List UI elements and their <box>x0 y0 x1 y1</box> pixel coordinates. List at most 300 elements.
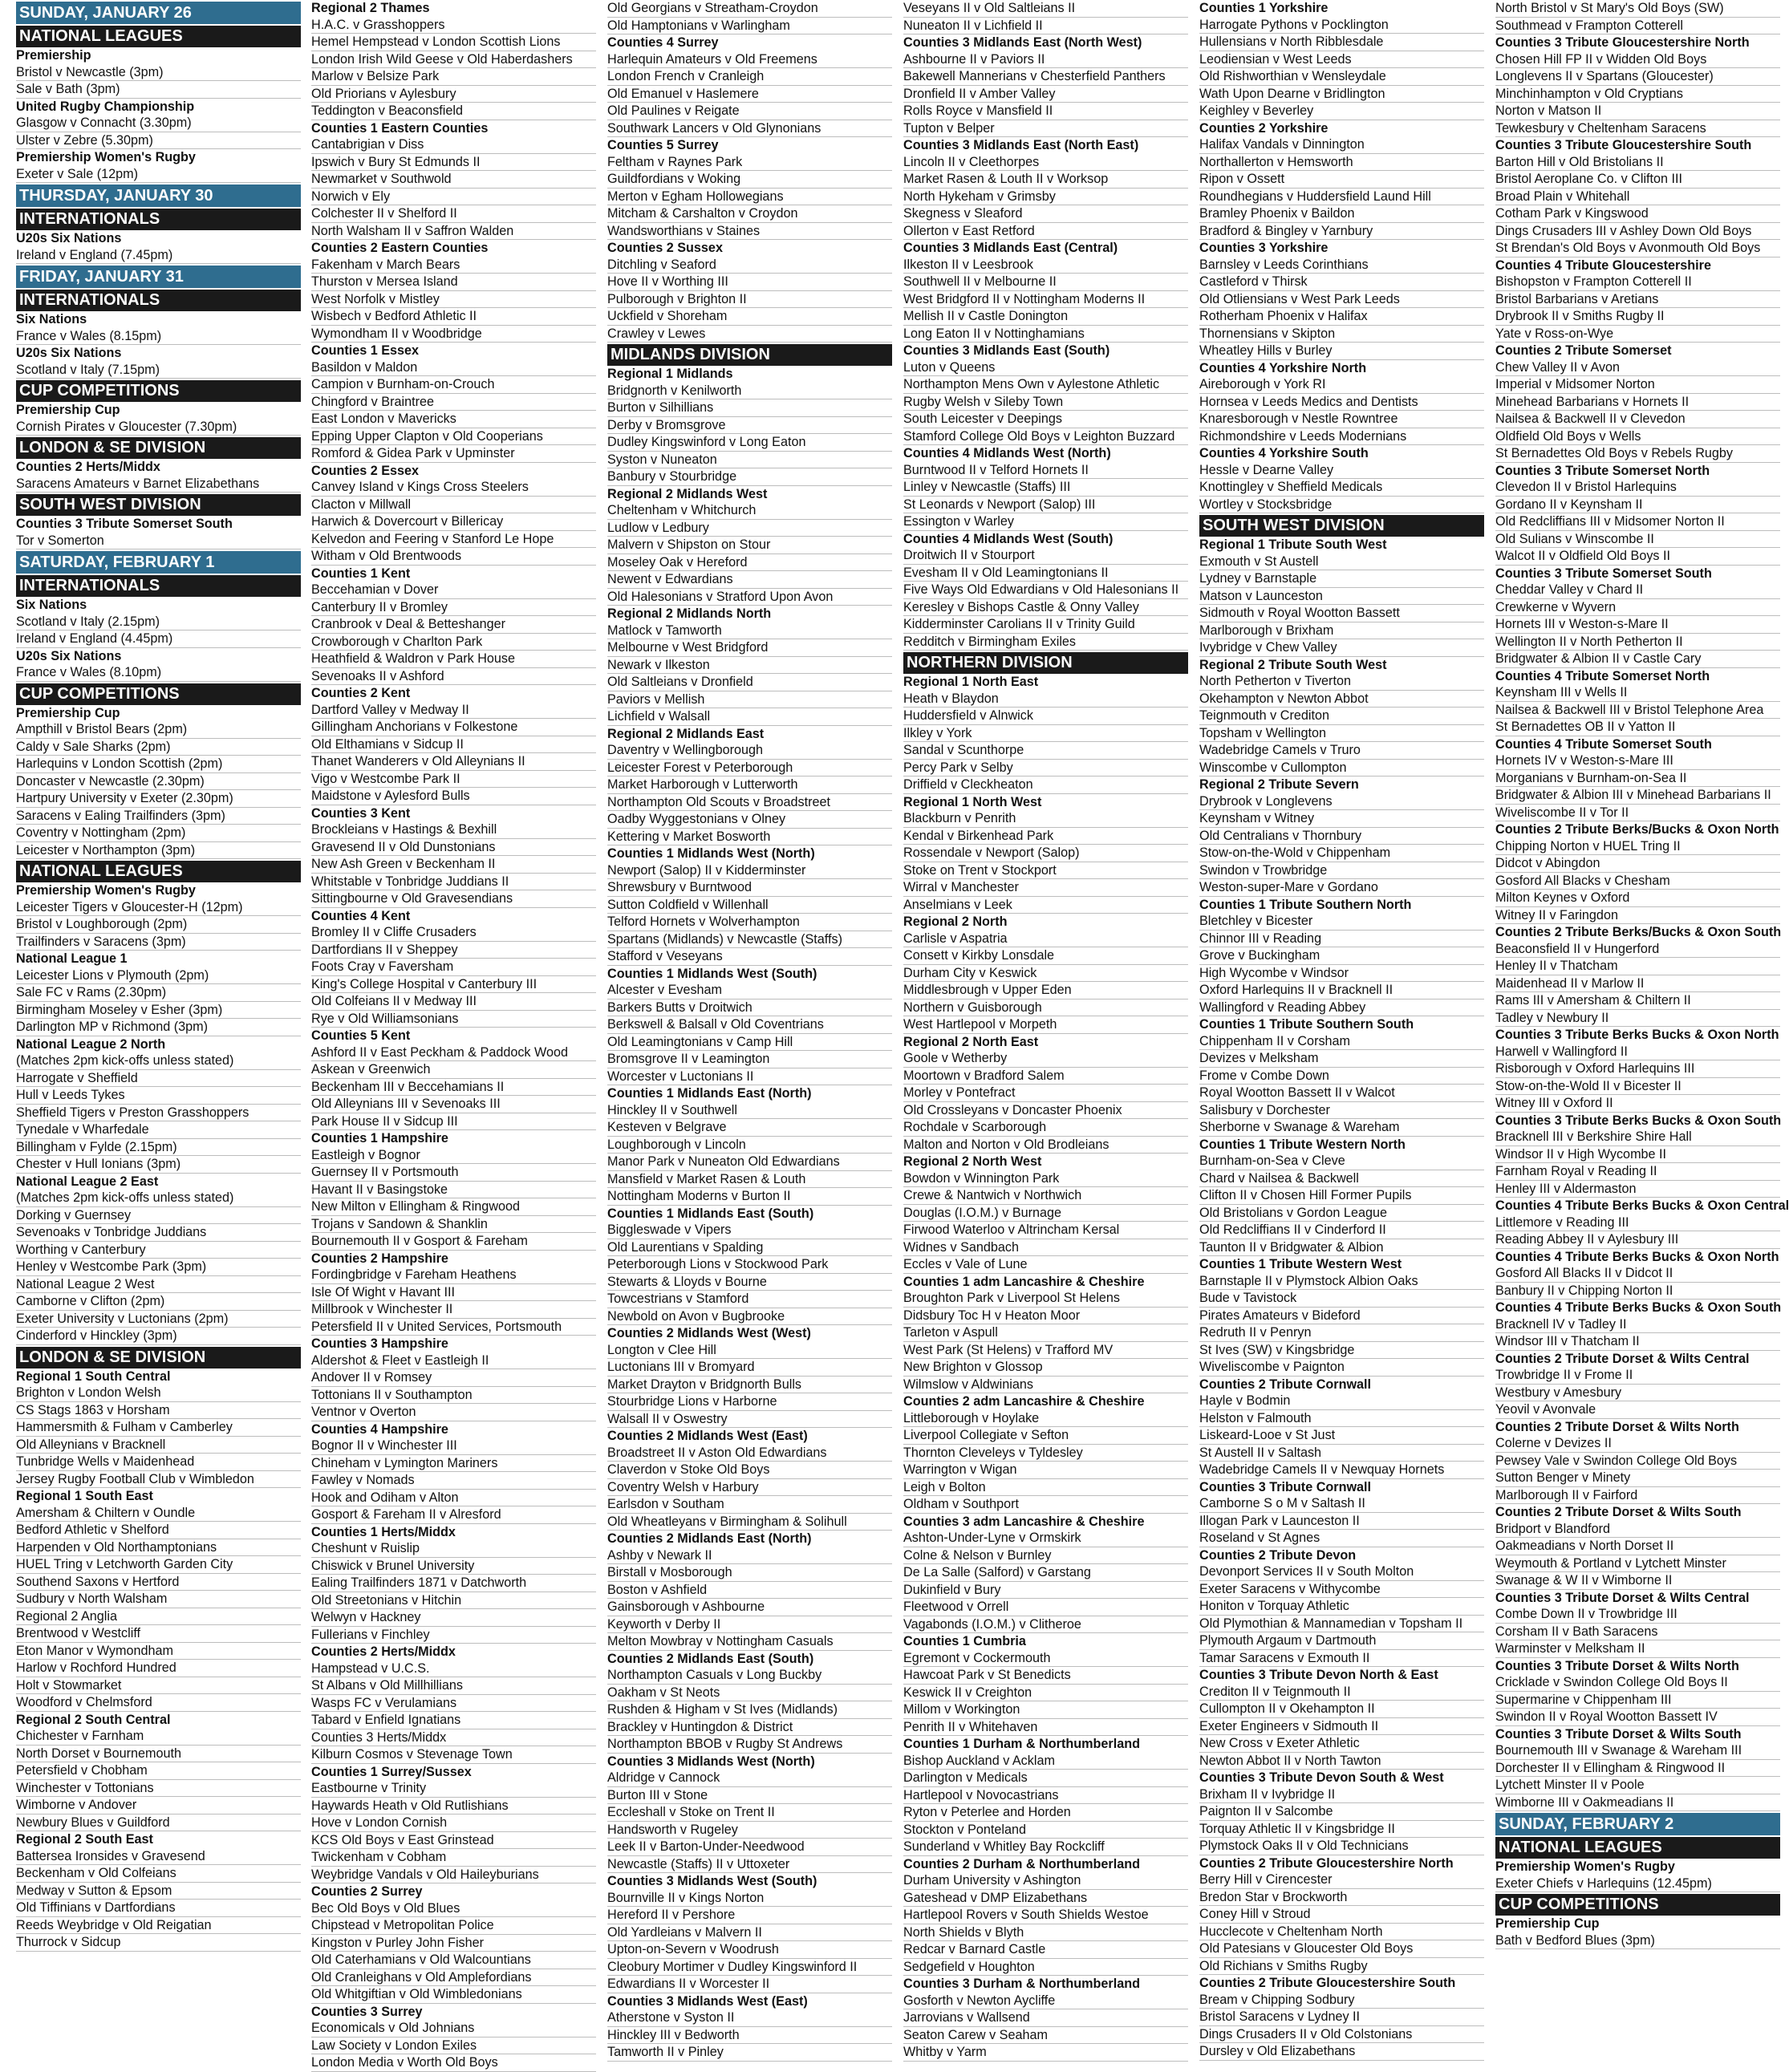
fixture-row: Leicester v Northampton (3pm) <box>16 842 301 860</box>
fixture-row: KCS Old Boys v East Grinstead <box>311 1832 596 1850</box>
fixture-row: Beaconsfield II v Hungerford <box>1495 941 1780 959</box>
fixture-row: Sandal v Scunthorpe <box>903 742 1188 760</box>
fixture-row: Foots Cray v Faversham <box>311 959 596 976</box>
competition-title: Premiership Women's Rugby <box>1495 1859 1675 1874</box>
fixture-row: Burntwood II v Telford Hornets II <box>903 462 1188 480</box>
competition-title: Counties 1 Midlands West (North) <box>607 846 815 861</box>
fixture-row: Darlington MP v Richmond (3pm) <box>16 1019 301 1036</box>
fixture-row: Vigo v Westcombe Park II <box>311 771 596 789</box>
fixture-row: Cinderford v Hinckley (3pm) <box>16 1328 301 1345</box>
date-header: FRIDAY, JANUARY 31 <box>16 266 301 288</box>
fixture-row: Sittingbourne v Old Gravesendians <box>311 890 596 908</box>
fixture-row: Feltham v Raynes Park <box>607 154 892 172</box>
fixture-row: Hinckley III v Bedworth <box>607 2027 892 2045</box>
fixture-row: Halifax Vandals v Dinnington <box>1199 136 1484 154</box>
competition-title: Counties 3 adm Lancashire & Cheshire <box>903 1514 1145 1529</box>
fixture-row: Stourbridge Lions v Harborne <box>607 1393 892 1411</box>
fixture-row: Hayle v Bodmin <box>1199 1393 1484 1410</box>
fixture-row: Milton Keynes v Oxford <box>1495 890 1780 907</box>
competition-title: Counties 1 Hampshire <box>311 1131 448 1145</box>
fixture-row: Keynsham v Witney <box>1199 810 1484 828</box>
fixture-row: Paignton II v Salcombe <box>1199 1803 1484 1821</box>
fixture-row: Cleobury Mortimer v Dudley Kingswinford II <box>607 1959 892 1977</box>
fixture-row: Stockton v Ponteland <box>903 1822 1188 1839</box>
fixture-row: Broadstreet II v Aston Old Edwardians <box>607 1445 892 1462</box>
fixture-row: Chipstead v Metropolitan Police <box>311 1917 596 1935</box>
competition-title: Counties 4 Hampshire <box>311 1421 448 1437</box>
fixture-row: Torquay Athletic II v Kingsbridge II <box>1199 1821 1484 1839</box>
fixture-row: Newbury Blues v Guildford <box>16 1815 301 1832</box>
competition-title: Counties 1 Durham & Northumberland <box>903 1737 1140 1751</box>
fixture-row: Broad Plain v Whitehall <box>1495 189 1780 206</box>
fixture-row: Keighley v Beverley <box>1199 103 1484 120</box>
competition-title: Regional 1 North West <box>903 794 1042 809</box>
fixture-row: Harwell v Wallingford II <box>1495 1044 1780 1061</box>
fixture-row: Dings Crusaders II v Old Colstonians <box>1199 2026 1484 2044</box>
competition-title: Counties 4 Tribute Berks Bucks & Oxon South <box>1495 1300 1782 1315</box>
division-header: SOUTH WEST DIVISION <box>1199 515 1484 537</box>
fixture-row: Billingham v Fylde (2.15pm) <box>16 1139 301 1157</box>
competition-title: Counties 1 Surrey/Sussex <box>311 1764 472 1779</box>
fixture-row: Windsor III v Thatcham II <box>1495 1333 1780 1351</box>
fixture-row: Gosford All Blacks II v Didcot II <box>1495 1265 1780 1283</box>
fixture-row: Fleetwood v Orrell <box>903 1599 1188 1616</box>
fixture-row: Sevenoaks v Tonbridge Juddians <box>16 1224 301 1242</box>
competition-title: Counties 4 Tribute Berks Bucks & Oxon North <box>1495 1249 1779 1264</box>
fixture-row: Marlow v Belsize Park <box>311 68 596 86</box>
fixture-row: Oldfield Old Boys v Wells <box>1495 428 1780 446</box>
fixture-row: Saracens v Ealing Trailfinders (3pm) <box>16 808 301 825</box>
competition-title: Counties 1 Cumbria <box>903 1634 1026 1648</box>
fixture-row: Old Rishworthian v Wensleydale <box>1199 68 1484 86</box>
fixture-row: Clifton II v Chosen Hill Former Pupils <box>1199 1187 1484 1205</box>
fixture-row: Salisbury v Dorchester <box>1199 1102 1484 1120</box>
fixture-row: Nottingham Moderns v Burton II <box>607 1188 892 1206</box>
fixture-row: Bath v Bedford Blues (3pm) <box>1495 1932 1780 1950</box>
fixture-row: High Wycombe v Windsor <box>1199 965 1484 983</box>
fixture-row: Hartpury University v Exeter (2.30pm) <box>16 790 301 808</box>
competition-title: Counties 2 Tribute Dorset & Wilts Central <box>1495 1351 1750 1366</box>
fixture-row: Fullerians v Finchley <box>311 1627 596 1644</box>
fixture-row: Pirates Amateurs v Bideford <box>1199 1308 1484 1325</box>
fixture-row: Swindon II v Royal Wootton Bassett IV <box>1495 1709 1780 1726</box>
fixture-row: Beckenham III v Beccehamians II <box>311 1079 596 1097</box>
fixture-row: Drybrook II v Smiths Rugby II <box>1495 308 1780 326</box>
fixture-row: Sherborne v Swanage & Wareham <box>1199 1119 1484 1137</box>
fixture-row: Aldershot & Fleet v Eastleigh II <box>311 1352 596 1370</box>
fixture-row: North Walsham II v Saffron Walden <box>311 223 596 241</box>
fixture-row: Combe Down II v Trowbridge III <box>1495 1606 1780 1624</box>
fixture-row: (Matches 2pm kick-offs unless stated) <box>16 1190 301 1207</box>
fixture-row: Roundhegians v Huddersfield Laund Hill <box>1199 189 1484 206</box>
fixture-row: Mitcham & Carshalton v Croydon <box>607 205 892 223</box>
competition-title: Counties 1 Midlands West (South) <box>607 966 817 981</box>
fixture-row: Crediton II v Teignmouth II <box>1199 1684 1484 1701</box>
fixture-row: Ashford II v East Peckham & Paddock Wood <box>311 1044 596 1062</box>
fixture-row: West Hartlepool v Morpeth <box>903 1016 1188 1034</box>
fixture-row: Stow-on-the-Wold v Chippenham <box>1199 845 1484 862</box>
fixture-row: Canterbury II v Bromley <box>311 599 596 617</box>
fixture-row: Bridgwater & Albion II v Castle Cary <box>1495 651 1780 668</box>
fixture-row: Sale FC v Rams (2.30pm) <box>16 984 301 1002</box>
fixture-row: Nailsea & Backwell II v Clevedon <box>1495 411 1780 428</box>
fixture-row: Harpenden v Old Northamptonians <box>16 1539 301 1557</box>
fixture-row: Ashbourne II v Paviors II <box>903 51 1188 69</box>
fixture-row: Rye v Old Williamsonians <box>311 1011 596 1028</box>
competition-title: Regional 2 Midlands East <box>607 726 765 741</box>
competition-title: U20s Six Nations <box>16 648 122 663</box>
fixture-row: Dartfordians II v Sheppey <box>311 942 596 959</box>
fixture-row: Mellish II v Castle Donington <box>903 308 1188 326</box>
fixture-row: Maidenhead II v Marlow II <box>1495 975 1780 993</box>
competition-title: Counties 1 Tribute Western West <box>1199 1257 1402 1271</box>
fixture-row: Old Priorians v Aylesbury <box>311 86 596 103</box>
fixture-row: Yate v Ross-on-Wye <box>1495 326 1780 343</box>
fixture-row: De La Salle (Salford) v Garstang <box>903 1564 1188 1582</box>
fixture-row: Seaton Carew v Seaham <box>903 2027 1188 2045</box>
fixture-row: Okehampton v Newton Abbot <box>1199 691 1484 708</box>
fixture-row: Harlequins v London Scottish (2pm) <box>16 756 301 773</box>
fixture-row: Shrewsbury v Burntwood <box>607 879 892 897</box>
fixture-row: Thornton Cleveleys v Tyldesley <box>903 1445 1188 1462</box>
competition-title: Counties 2 Durham & Northumberland <box>903 1856 1140 1871</box>
fixture-row: Royal Wootton Bassett II v Walcot <box>1199 1085 1484 1102</box>
fixture-row: Keyworth v Derby II <box>607 1616 892 1634</box>
fixture-row: Bournville II v Kings Norton <box>607 1890 892 1908</box>
competition-title: Regional 2 Midlands West <box>607 486 768 501</box>
fixture-row: Frome v Combe Down <box>1199 1068 1484 1085</box>
fixture-row: Minehead Barbarians v Hornets II <box>1495 394 1780 412</box>
fixture-row: Spartans (Midlands) v Newcastle (Staffs) <box>607 931 892 949</box>
fixture-row: Trojans v Sandown & Shanklin <box>311 1216 596 1234</box>
fixture-row: Kendal v Birkenhead Park <box>903 828 1188 845</box>
fixture-row: Paviors v Mellish <box>607 691 892 709</box>
fixture-row: Luctonians III v Bromyard <box>607 1359 892 1377</box>
competition-title: Counties 2 Herts/Middx <box>16 460 160 474</box>
fixture-row: Five Ways Old Edwardians v Old Halesonians II <box>903 582 1188 599</box>
fixture-row: Rugby Welsh v Sileby Town <box>903 394 1188 412</box>
fixture-row: North Hykeham v Grimsby <box>903 189 1188 206</box>
fixture-row: Chineham v Lymington Mariners <box>311 1455 596 1473</box>
fixture-row: Bridport v Blandford <box>1495 1521 1780 1539</box>
fixture-row: Ludlow v Ledbury <box>607 520 892 537</box>
fixture-row: Leicester Tigers v Gloucester-H (12pm) <box>16 899 301 917</box>
date-header: SUNDAY, JANUARY 26 <box>16 2 301 24</box>
fixture-row: Bristol v Newcastle (3pm) <box>16 64 301 82</box>
fixture-row: Yeovil v Avonvale <box>1495 1401 1780 1419</box>
fixture-row: Market Rasen & Louth II v Worksop <box>903 171 1188 189</box>
fixture-row: Old Georgians v Streatham-Croydon <box>607 0 892 18</box>
fixture-row: Saracens Amateurs v Barnet Elizabethans <box>16 476 301 493</box>
competition-title: Counties 2 Kent <box>311 686 411 700</box>
fixture-row: Bristol Aeroplane Co. v Clifton III <box>1495 171 1780 189</box>
competition-title: Counties 4 Tribute Somerset North <box>1495 668 1710 683</box>
fixture-row: Henley II v Thatcham <box>1495 958 1780 975</box>
fixture-row: Cheshunt v Ruislip <box>311 1540 596 1558</box>
fixture-row: Wiveliscombe v Paignton <box>1199 1359 1484 1377</box>
fixture-row: Evesham II v Old Leamingtonians II <box>903 565 1188 582</box>
fixture-row: Reeds Weybridge v Old Reigatian <box>16 1917 301 1935</box>
fixture-row: Durham City v Keswick <box>903 965 1188 983</box>
competition-title: Regional 2 Tribute South West <box>1199 657 1387 672</box>
fixture-row: Cullompton II v Okehampton II <box>1199 1701 1484 1718</box>
competition-title: Counties 3 Midlands West (North) <box>607 1754 815 1769</box>
competition-title: Counties 2 Sussex <box>607 241 723 255</box>
competition-title: Six Nations <box>16 312 87 326</box>
fixture-row: Brockleians v Hastings & Bexhill <box>311 821 596 839</box>
fixture-row: Harlow v Rochford Hundred <box>16 1660 301 1677</box>
fixture-row: New Ash Green v Beckenham II <box>311 856 596 874</box>
fixture-row: Old Alleynians III v Sevenoaks III <box>311 1096 596 1113</box>
fixture-row: Old Caterhamians v Old Walcountians <box>311 1952 596 1969</box>
competition-title: Counties 4 Tribute Somerset South <box>1495 736 1712 752</box>
fixture-row: Bishopston v Frampton Cotterell II <box>1495 274 1780 291</box>
competition-title: Regional 2 Midlands North <box>607 606 772 621</box>
fixture-row: Park House II v Sidcup III <box>311 1113 596 1131</box>
competition-title: Counties 2 Tribute Devon <box>1199 1547 1357 1563</box>
fixture-row: Leicester Lions v Plymouth (2pm) <box>16 967 301 985</box>
fixture-row: Wadebridge Camels v Truro <box>1199 742 1484 760</box>
fixture-row: Gravesend II v Old Dunstonians <box>311 839 596 857</box>
competition-title: Counties 3 Tribute Devon North & East <box>1199 1668 1438 1682</box>
fixture-row: Dorchester II v Ellingham & Ringwood II <box>1495 1760 1780 1778</box>
fixture-row: Alcester v Evesham <box>607 982 892 1000</box>
fixture-row: Leigh v Bolton <box>903 1479 1188 1497</box>
fixture-row: Oadby Wyggestonians v Olney <box>607 811 892 829</box>
fixture-row: Bracknell IV v Tadley II <box>1495 1316 1780 1334</box>
fixture-row: Southend Saxons v Hertford <box>16 1574 301 1592</box>
fixture-row: Coventry Welsh v Harbury <box>607 1479 892 1497</box>
fixture-row: Driffield v Cleckheaton <box>903 776 1188 794</box>
fixture-row: Wath Upon Dearne v Bridlington <box>1199 86 1484 103</box>
fixture-row: Bournemouth III v Swanage & Wareham III <box>1495 1742 1780 1760</box>
fixture-row: Old Halesonians v Stratford Upon Avon <box>607 589 892 606</box>
competition-title: Counties 3 Tribute Devon South & West <box>1199 1770 1444 1785</box>
fixture-row: Harlequin Amateurs v Old Freemens <box>607 51 892 69</box>
fixture-row: Claverdon v Stoke Old Boys <box>607 1462 892 1479</box>
fixture-row: Battersea Ironsides v Gravesend <box>16 1848 301 1866</box>
fixture-row: Newport (Salop) II v Kidderminster <box>607 862 892 880</box>
fixture-row: Bec Old Boys v Old Blues <box>311 1900 596 1918</box>
fixture-row: Exeter Chiefs v Harlequins (12.45pm) <box>1495 1875 1780 1893</box>
fixture-row: Durham University v Ashington <box>903 1872 1188 1890</box>
fixture-row: Tupton v Belper <box>903 120 1188 138</box>
fixture-row: Norwich v Ely <box>311 189 596 206</box>
division-header: INTERNATIONALS <box>16 209 301 230</box>
fixture-row: Whitstable v Tonbridge Juddians II <box>311 874 596 891</box>
fixture-row: Swanage & W II v Wimborne II <box>1495 1572 1780 1590</box>
fixture-row: Clevedon II v Bristol Harlequins <box>1495 479 1780 497</box>
fixture-row: Crawley v Lewes <box>607 326 892 343</box>
fixture-row: Exeter v Sale (12pm) <box>16 166 301 184</box>
date-header: SATURDAY, FEBRUARY 1 <box>16 551 301 574</box>
fixture-row: Upton-on-Severn v Woodrush <box>607 1941 892 1959</box>
fixture-row: Hereford II v Pershore <box>607 1907 892 1924</box>
fixture-row: St Leonards v Newport (Salop) III <box>903 497 1188 514</box>
fixture-row: Weston-super-Mare v Gordano <box>1199 879 1484 897</box>
fixture-row: Beccehamian v Dover <box>311 582 596 599</box>
fixture-row: Morganians v Burnham-on-Sea II <box>1495 770 1780 788</box>
fixture-row: Ipswich v Bury St Edmunds II <box>311 154 596 172</box>
fixture-row: Widnes v Sandbach <box>903 1239 1188 1257</box>
division-header: INTERNATIONALS <box>16 575 301 597</box>
fixture-row: North Petherton v Tiverton <box>1199 673 1484 691</box>
fixture-row: Berry Hill v Cirencester <box>1199 1871 1484 1889</box>
fixture-row: Lydney v Barnstaple <box>1199 570 1484 588</box>
fixture-row: Wiveliscombe II v Tor II <box>1495 805 1780 822</box>
fixture-row: Wimborne v Andover <box>16 1797 301 1815</box>
fixture-row: Merton v Egham Hollowegians <box>607 189 892 206</box>
fixture-row: Matson v Launceston <box>1199 588 1484 606</box>
fixture-row: Old Saltleians v Dronfield <box>607 674 892 691</box>
fixture-row: Exeter University v Luctonians (2pm) <box>16 1311 301 1328</box>
fixture-row: Middlesbrough v Upper Eden <box>903 982 1188 1000</box>
fixture-row: Cheltenham v Whitchurch <box>607 502 892 520</box>
fixture-row: Hartlepool Rovers v South Shields Westoe <box>903 1907 1188 1924</box>
competition-title: National League 2 East <box>16 1174 159 1189</box>
fixture-row: Leodiensian v West Leeds <box>1199 51 1484 69</box>
fixture-row: Cornish Pirates v Gloucester (7.30pm) <box>16 419 301 436</box>
fixture-row: Penrith II v Whitehaven <box>903 1719 1188 1737</box>
fixture-row: Thurston v Mersea Island <box>311 274 596 291</box>
fixture-row: Southmead v Frampton Cotterell <box>1495 18 1780 35</box>
fixture-row: Ventnor v Overton <box>311 1404 596 1421</box>
fixture-row: Caldy v Sale Sharks (2pm) <box>16 739 301 756</box>
fixture-row: Skegness v Sleaford <box>903 205 1188 223</box>
fixture-row: Hinckley II v Southwell <box>607 1102 892 1120</box>
fixture-row: Pewsey Vale v Swindon College Old Boys <box>1495 1453 1780 1470</box>
fixture-row: Fakenham v March Bears <box>311 257 596 274</box>
fixture-row: Roseland v St Agnes <box>1199 1530 1484 1547</box>
fixture-row: Sheffield Tigers v Preston Grasshoppers <box>16 1105 301 1122</box>
fixture-row: Heathfield & Waldron v Park House <box>311 651 596 668</box>
fixtures-column-5 <box>1199 0 1484 2058</box>
competition-title: Counties 3 Tribute Dorset & Wilts Central <box>1495 1590 1750 1605</box>
fixture-row: Earlsdon v Southam <box>607 1496 892 1514</box>
competition-title: Counties 4 Kent <box>311 908 411 923</box>
competition-title: Regional 2 South East <box>16 1832 153 1847</box>
competition-title: Counties 1 Kent <box>311 566 411 581</box>
fixture-row: Northern v Guisborough <box>903 1000 1188 1017</box>
fixture-row: Market Drayton v Bridgnorth Bulls <box>607 1377 892 1394</box>
fixture-row: Exeter Saracens v Withycombe <box>1199 1581 1484 1599</box>
fixture-row: Hove v London Cornish <box>311 1815 596 1832</box>
competition-title: Premiership Cup <box>1495 1916 1600 1931</box>
fixture-row: Consett v Kirkby Lonsdale <box>903 947 1188 965</box>
fixture-row: Wasps FC v Verulamians <box>311 1695 596 1713</box>
fixture-row: Worthing v Canterbury <box>16 1242 301 1259</box>
fixture-row: West Norfolk v Mistley <box>311 291 596 309</box>
fixture-row: National League 2 West <box>16 1276 301 1294</box>
fixture-row: Old Streetonians v Hitchin <box>311 1592 596 1610</box>
fixture-row: Old Otliensians v West Park Leeds <box>1199 291 1484 309</box>
fixture-row: Minchinhampton v Old Cryptians <box>1495 86 1780 103</box>
competition-title: Counties 2 adm Lancashire & Cheshire <box>903 1394 1145 1409</box>
fixture-row: Egremont v Cockermouth <box>903 1650 1188 1668</box>
competition-title: Counties 4 Tribute Gloucestershire <box>1495 257 1711 273</box>
fixture-row: Towcestrians v Stamford <box>607 1291 892 1308</box>
division-header: CUP COMPETITIONS <box>16 683 301 705</box>
competition-title: Regional 2 North West <box>903 1154 1042 1169</box>
competition-title: U20s Six Nations <box>16 346 122 360</box>
fixture-row: Medway v Sutton & Epsom <box>16 1883 301 1900</box>
fixture-row: Matlock v Tamworth <box>607 622 892 640</box>
fixture-row: Rossendale v Newport (Salop) <box>903 845 1188 862</box>
fixture-row: London French v Cranleigh <box>607 68 892 86</box>
fixture-row: Honiton v Torquay Athletic <box>1199 1598 1484 1616</box>
fixture-row: Kettering v Market Bosworth <box>607 829 892 846</box>
fixture-row: Daventry v Wellingborough <box>607 742 892 760</box>
fixture-row: St Brendan's Old Boys v Avonmouth Old Boys <box>1495 240 1780 257</box>
fixture-row: Newcastle (Staffs) II v Uttoxeter <box>607 1856 892 1874</box>
competition-title: Counties 2 Eastern Counties <box>311 241 489 255</box>
fixture-row: Walcot II v Oldfield Old Boys II <box>1495 548 1780 566</box>
fixture-row: Tor v Somerton <box>16 533 301 550</box>
fixture-row: Peterborough Lions v Stockwood Park <box>607 1256 892 1274</box>
fixture-row: Swindon v Trowbridge <box>1199 862 1484 880</box>
fixture-row: Hartlepool v Novocastrians <box>903 1787 1188 1805</box>
fixtures-column-2 <box>311 0 596 2070</box>
fixture-row: Oakmeadians v North Dorset II <box>1495 1538 1780 1555</box>
fixture-row: Chichester v Farnham <box>16 1728 301 1746</box>
fixture-row: Keresley v Bishops Castle & Onny Valley <box>903 599 1188 617</box>
fixture-row: Eastbourne v Trinity <box>311 1780 596 1798</box>
fixture-row: Wymondham II v Woodbridge <box>311 326 596 343</box>
fixture-row: Old Paulines v Reigate <box>607 103 892 120</box>
fixture-row: St Austell II v Saltash <box>1199 1445 1484 1462</box>
fixture-row: Devonport Services II v South Molton <box>1199 1563 1484 1581</box>
fixture-row: Barnstaple II v Plymstock Albion Oaks <box>1199 1273 1484 1291</box>
fixture-row: Scotland v Italy (2.15pm) <box>16 614 301 631</box>
fixture-row: Leicester Forest v Peterborough <box>607 760 892 777</box>
fixture-row: Ilkeston II v Leesbrook <box>903 257 1188 274</box>
fixture-row: Ilkley v York <box>903 725 1188 743</box>
fixture-row: Kingston v Purley John Fisher <box>311 1935 596 1952</box>
fixture-row: Sevenoaks II v Ashford <box>311 668 596 686</box>
fixture-row: Jarrovians v Wallsend <box>903 2009 1188 2027</box>
fixture-row: Ollerton v East Retford <box>903 223 1188 241</box>
fixture-row: Maidstone v Aylesford Bulls <box>311 788 596 805</box>
fixture-row: Derby v Bromsgrove <box>607 417 892 435</box>
fixture-row: Ireland v England (4.45pm) <box>16 631 301 648</box>
fixtures-column-4 <box>903 0 1188 2059</box>
competition-title: Counties 3 Tribute Dorset & Wilts South <box>1495 1726 1742 1742</box>
competition-title: Counties 3 Tribute Gloucestershire North <box>1495 35 1750 50</box>
competition-title: Counties 2 Yorkshire <box>1199 120 1329 136</box>
fixture-row: Risborough v Oxford Harlequins III <box>1495 1060 1780 1078</box>
fixture-row: Old Sulians v Winscombe II <box>1495 531 1780 549</box>
division-header: LONDON & SE DIVISION <box>16 437 301 459</box>
fixture-row: Chosen Hill FP II v Widden Old Boys <box>1495 51 1780 69</box>
fixture-row: Tamworth II v Pinley <box>607 2044 892 2062</box>
fixture-row: Tadley v Newbury II <box>1495 1010 1780 1028</box>
fixture-row: Kelvedon and Feering v Stanford Le Hope <box>311 531 596 549</box>
competition-title: Counties 3 Tribute Berks Bucks & Oxon South <box>1495 1113 1782 1128</box>
fixture-row: Barnsley v Leeds Corinthians <box>1199 257 1484 274</box>
fixture-row: Chinnor III v Reading <box>1199 931 1484 948</box>
competition-title: Counties 3 Midlands West (South) <box>607 1874 817 1888</box>
competition-title: Counties 1 Tribute Southern South <box>1199 1017 1414 1032</box>
fixture-row: Stow-on-the-Wold II v Bicester II <box>1495 1078 1780 1096</box>
fixture-row: Fawley v Nomads <box>311 1472 596 1490</box>
competition-title: Counties 1 adm Lancashire & Cheshire <box>903 1274 1145 1289</box>
fixture-row: Wadebridge Camels II v Newquay Hornets <box>1199 1462 1484 1479</box>
fixture-row: Gosford All Blacks v Chesham <box>1495 873 1780 890</box>
fixture-row: Old Emanuel v Haslemere <box>607 86 892 103</box>
fixture-row: Kilburn Cosmos v Stevenage Town <box>311 1746 596 1764</box>
competition-title: Counties 5 Kent <box>311 1028 411 1043</box>
fixture-row: Teignmouth v Crediton <box>1199 708 1484 725</box>
